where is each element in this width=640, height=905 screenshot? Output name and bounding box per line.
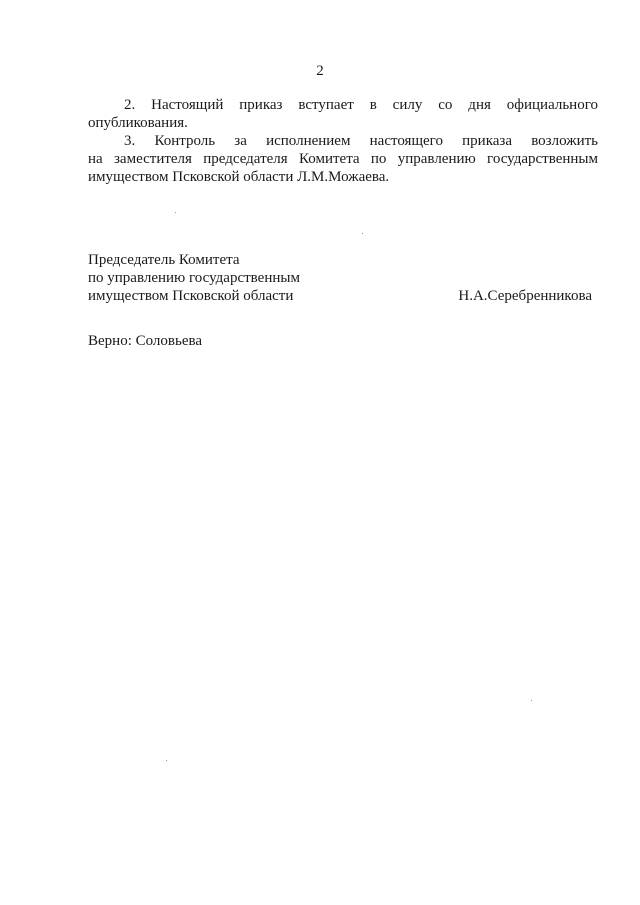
paragraph-continuation: опубликования.: [88, 115, 188, 131]
signer-title-line: имуществом Псковской области: [88, 288, 294, 304]
scan-speck: [362, 233, 363, 234]
paragraph-control: [88, 132, 598, 186]
scan-speck: [531, 700, 532, 701]
paragraph-continuation: на заместителя председателя Комитета по управлению государственным имуществом Псковской области Л.М.Можаева.: [88, 151, 598, 185]
signature-block: [88, 251, 598, 305]
paragraph-first-line: 2. Настоящий приказ вступает в силу со дня официального: [124, 97, 598, 113]
scan-speck: [175, 212, 176, 213]
signer-row: [88, 287, 598, 305]
signer-title-line: Председатель Комитета: [88, 252, 240, 268]
page-number: 2: [316, 63, 324, 79]
scan-speck: [166, 760, 167, 761]
signer-title-line: по управлению государственным: [88, 270, 300, 286]
paragraph-entry-into-force: [88, 96, 598, 132]
paragraph-first-line: 3. Контроль за исполнением настоящего приказа возложить: [124, 133, 598, 149]
order-body: [88, 96, 598, 186]
signer-name: Н.А.Серебренникова: [458, 288, 592, 304]
verification-note: Верно: Соловьева: [88, 333, 203, 349]
